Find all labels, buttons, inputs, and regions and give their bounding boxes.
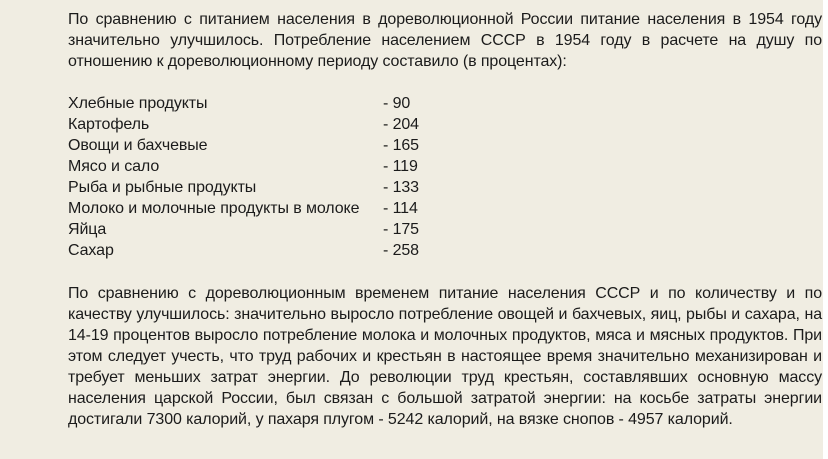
page-edge-strip: [823, 0, 828, 459]
list-item: [68, 156, 822, 177]
list-item: [68, 240, 822, 261]
item-value: - 258: [383, 242, 419, 259]
list-item: [68, 177, 822, 198]
item-label: Мясо и сало: [68, 158, 160, 175]
list-item: [68, 198, 822, 219]
item-value: - 114: [383, 200, 418, 217]
list-item: [68, 93, 822, 114]
item-value: - 133: [383, 179, 419, 196]
item-value: - 204: [383, 116, 419, 133]
item-label: Хлебные продукты: [68, 95, 208, 112]
item-label: Овощи и бахчевые: [68, 137, 208, 154]
consumption-list: [68, 93, 822, 261]
item-label: Рыба и рыбные продукты: [68, 179, 257, 196]
item-value: - 119: [383, 158, 418, 175]
item-value: - 165: [383, 137, 419, 154]
item-label: Картофель: [68, 116, 150, 133]
item-label: Молоко и молочные продукты в молоке: [68, 200, 360, 217]
item-label: Яйца: [68, 221, 107, 238]
list-item: [68, 219, 822, 240]
paragraph-conclusion: По сравнению с дореволюционным временем питание населения СССР и по количеству и по качеству улучшилось: значительно выросло потребление овощей и бахчевых, яиц, рыбы и сахара, на 14-19 процентов выросло потребление молока и молочных продуктов, мяса и мясных продуктов. При этом следует учесть, что труд рабочих и крестьян в настоящее время значительно механизирован и требует меньших затрат энергии. До революции труд крестьян, составлявших основную массу населения царской России, был связан с большой затратой энергии: на косьбе затраты энергии достигали 7300 калорий, у пахаря плугом - 5242 калорий, на вязке снопов - 4957 калорий.: [68, 285, 822, 428]
list-item: [68, 114, 822, 135]
item-value: - 90: [383, 95, 411, 112]
item-label: Сахар: [68, 242, 114, 259]
list-item: [68, 135, 822, 156]
item-value: - 175: [383, 221, 419, 238]
paragraph-intro: По сравнению с питанием населения в дореволюционной России питание населения в 1954 году значительно улучшилось. Потребление населением СССР в 1954 году в расчете на душу по отношению к дореволюционному периоду составило (в процентах):: [68, 11, 822, 70]
